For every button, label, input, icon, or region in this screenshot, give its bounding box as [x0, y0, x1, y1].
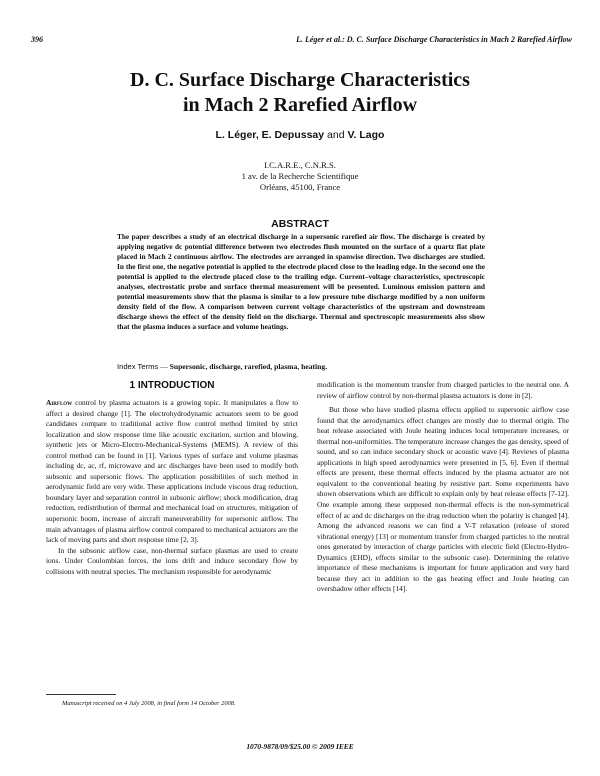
page-number: 396 — [31, 35, 43, 44]
index-terms-label: Index Terms — [117, 362, 159, 371]
lead-word: Airflow — [46, 398, 73, 407]
author-1: L. Léger — [215, 129, 256, 141]
paragraph: modification is the momentum transfer from charged particles to the neutral one. A review of airflow control by non-thermal plasma actuators is done in [2]. — [317, 380, 569, 400]
copyright-footer: 1070-9878/09/$25.00 © 2009 IEEE — [246, 742, 354, 751]
footnote-divider — [46, 694, 116, 695]
paper-title — [0, 68, 600, 118]
abstract-heading: ABSTRACT — [271, 218, 329, 230]
index-terms-value: Supersonic, discharge, rarefied, plasma, heating. — [169, 362, 328, 371]
left-column — [46, 380, 298, 577]
affiliation — [0, 160, 600, 193]
abstract-text: The paper describes a study of an electrical discharge in a supersonic rarefied air flow. The discharge is created by applying negative dc potential difference between two electrodes flush mounted on the surface of a quartz flat plate placed in Mach 2 continuous airflow. The electrodes are arranged in spanwise direction. Two discharges are studied. In the first one, the negative potential is applied to the electrode placed close to the leading edge. In the second one the potential is applied to the electrode placed close to the trailing edge. Current–voltage characteristics, spectroscopic analyses, electrostatic probe and surface thermal measurement will be presented. Luminous emission pattern and potential measurements show that the plasma is similar to a low pressure tube discharge modified by a non uniform density field of the flow. A comparison between current voltage characteristics of the upstream and downstream discharge shows the effect of the density field on the discharge. Thermal and spectroscopic measurements also show that the plasma induces a surface and volume heatings. — [117, 232, 485, 331]
paragraph: In the subsonic airflow case, non-thermal surface plasmas are used to create ions. Under Coulombian forces, the ions drift and induce secondary flow by collisions with neutral species. The mechanism responsible for aerodynamic — [46, 545, 298, 576]
paragraph: But those who have studied plasma effects applied to supersonic airflow case found that the aerodynamics effect changes are mostly due to thermal origin. The heat release associated with Joule heating induces local temperature increases, or thermal non-uniformities. The temperature increase changes the gas density, speed of sound, and so can induce secondary shock or acoustic wave [4]. Reviews of plasma applications in high speed aerodynamics were presented in [5, 6]. Even if thermal effects are present, these thermal effects induced by the plasma actuator are not equivalent to the conventional heating by resistive part. Some experiments have shown observations which are difficult to explain only by heat release effects [7-12]. One example among these supposed non-thermal effects is the non-symmetrical effect of ac and dc discharges on the drag reduction when the polarity is changed [4]. Among the advanced reasons we can find a V-T relaxation (release of stored vibrational energy) [13] or momentum transfer from charged particles to the neutral ones generated by interaction of charge particles with electric field (Electro-Hydro-Dynamics (EHD), effects similar to the subsonic case). Determining the relative importance of these mechanisms is important for future application and very hard because they act in addition to the gas heating effect and Joule heating can overshadow other effects [14]. — [317, 405, 569, 594]
index-terms — [117, 362, 485, 371]
index-terms-dash: — — [158, 362, 170, 371]
author-2: E. Depussay — [261, 129, 325, 141]
section-heading: 1 INTRODUCTION — [129, 380, 215, 391]
running-title: L. Léger et al.: D. C. Surface Discharge Characteristics in Mach 2 Rarefied Airflow — [296, 35, 572, 44]
affiliation-line-2: 1 av. de la Recherche Scientifique — [241, 171, 359, 181]
author-list — [0, 129, 600, 141]
title-line-2: in Mach 2 Rarefied Airflow — [182, 94, 418, 116]
right-column — [317, 380, 569, 595]
author-and: and — [324, 129, 348, 141]
affiliation-line-3: Orléans, 45100, France — [259, 182, 341, 192]
author-separator: , — [255, 129, 262, 141]
affiliation-line-1: I.C.A.R.E., C.N.R.S. — [264, 160, 336, 170]
footnote: Manuscript received on 4 July 2008, in final form 14 October 2008. — [62, 700, 236, 707]
paragraph — [46, 398, 298, 546]
title-line-1: D. C. Surface Discharge Characteristics — [130, 69, 470, 91]
paragraph-text: control by plasma actuators is a growing topic. It manipulates a flow to affect a desired change [1]. The electrohydrodynamic actuators seem to be good candidates compare to traditional active flow control method limited by strict localization and slow response time like acoustic excitation, suction and blowing, synthetic jets or Micro-Electro-Mechanical-Systems (MEMS). A review of this control method can be found in [1]. Various types of surface and volume plasmas including dc, ac, rf, microwave and arc discharges have been used to modify both subsonic and supersonic flows. The application possibilities of such method in aerodynamic field are very wide. These applications include viscous drag reduction, boundary layer and separation control in subsonic airflow; shock modification, drag reduction, redistribution of thermal and mechanical load on structures, mitigation of supersonic boom, increase of aircraft maneuverability for supersonic airflow. The main advantages of plasma airflow control compared to mechanical actuators are the lack of moving parts and short response time [2, 3]. — [46, 398, 298, 545]
author-3: V. Lago — [347, 129, 385, 141]
